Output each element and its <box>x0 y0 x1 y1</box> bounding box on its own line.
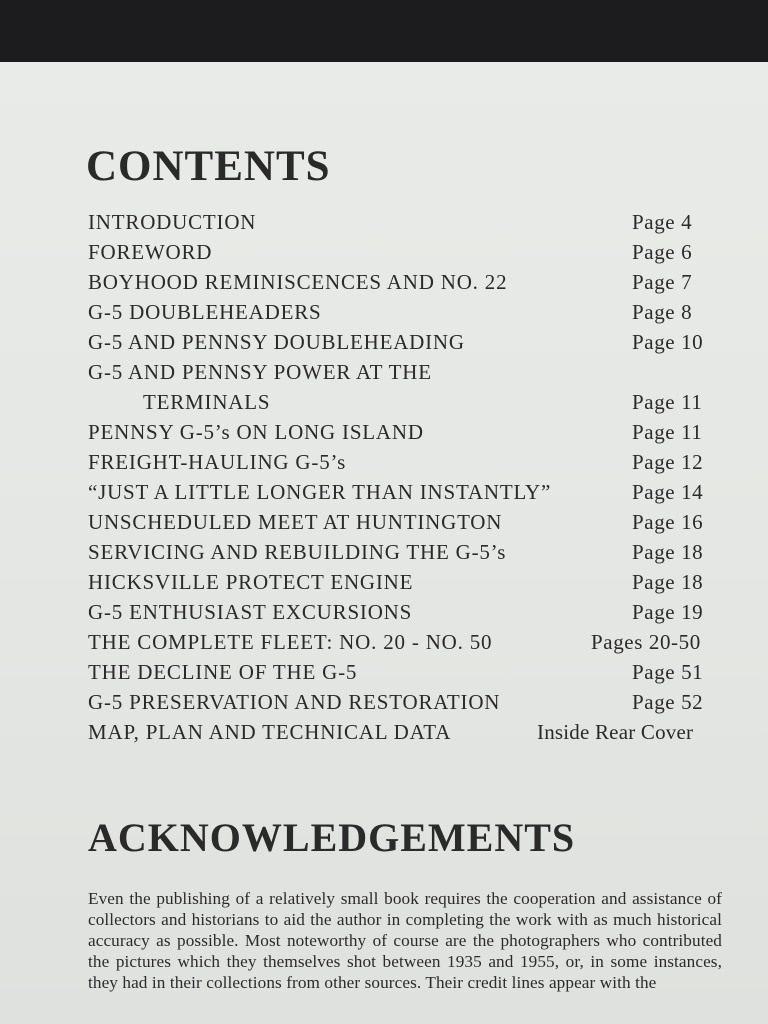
acknowledgements-paragraph: Even the publishing of a relatively small book requires the cooperation and assistance of collectors and historians to aid the author in completing the work with as much historical accuracy as possible. Most noteworthy of course are the photographers who contributed the pictures which they themselves shot between 1935 and 1955, or, in some instances, they had in their collections from other sources. Their credit lines appear with the <box>88 889 722 992</box>
toc-entry-title: G-5 PRESERVATION AND RESTORATION <box>88 690 501 714</box>
toc-entry-title: FREIGHT-HAULING G-5’s <box>88 450 347 474</box>
toc-entry-preservation <box>88 687 728 717</box>
toc-entry-page: Page 4 <box>632 210 693 234</box>
toc-entry-title: HICKSVILLE PROTECT ENGINE <box>88 570 414 594</box>
toc-entry-pennsy-power <box>88 357 728 387</box>
toc-entry-huntington <box>88 507 728 537</box>
toc-entry-title: THE DECLINE OF THE G-5 <box>88 660 358 684</box>
toc-entry-page: Page 18 <box>632 540 704 564</box>
toc-entry-page: Page 6 <box>632 240 693 264</box>
toc-entry-title: BOYHOOD REMINISCENCES AND NO. 22 <box>88 270 508 294</box>
toc-entry-boyhood <box>88 267 728 297</box>
toc-entry-page: Inside Rear Cover <box>537 720 694 744</box>
toc-entry-page: Page 7 <box>632 270 693 294</box>
toc-entry-page: Page 16 <box>632 510 704 534</box>
toc-entry-title: SERVICING AND REBUILDING THE G-5’s <box>88 540 507 564</box>
toc-entry-page: Page 19 <box>632 600 704 624</box>
toc-entry-title: G-5 AND PENNSY DOUBLEHEADING <box>88 330 465 354</box>
toc-entry-page: Page 11 <box>632 390 703 414</box>
toc-entry-title: THE COMPLETE FLEET: NO. 20 - NO. 50 <box>88 630 493 654</box>
toc-entry-terminals <box>88 387 728 417</box>
toc-entry-title: UNSCHEDULED MEET AT HUNTINGTON <box>88 510 503 534</box>
toc-entry-page: Page 51 <box>632 660 704 684</box>
toc-entry-page: Page 8 <box>632 300 693 324</box>
acknowledgements-heading: ACKNOWLEDGEMENTS <box>88 815 576 860</box>
toc-entry-title: FOREWORD <box>88 240 213 264</box>
toc-entry-page: Pages 20-50 <box>591 630 701 654</box>
toc-entry-excursions <box>88 597 728 627</box>
toc-entry-long-island <box>88 417 728 447</box>
toc-entry-title: MAP, PLAN AND TECHNICAL DATA <box>88 720 452 744</box>
book-page <box>0 62 768 1024</box>
toc-entry-title: G-5 ENTHUSIAST EXCURSIONS <box>88 600 413 624</box>
toc-entry-doubleheaders <box>88 297 728 327</box>
toc-entry-title: G-5 AND PENNSY POWER AT THE <box>88 360 432 384</box>
toc-entry-foreword <box>88 237 728 267</box>
toc-entry-hicksville <box>88 567 728 597</box>
toc-entry-freight-hauling <box>88 447 728 477</box>
toc-entry-title: TERMINALS <box>143 390 271 414</box>
toc-entry-instantly <box>88 477 728 507</box>
toc-entry-title: “JUST A LITTLE LONGER THAN INSTANTLY” <box>88 480 552 504</box>
toc-entry-page: Page 10 <box>632 330 704 354</box>
table-of-contents <box>88 207 728 747</box>
toc-entry-page: Page 14 <box>632 480 704 504</box>
toc-entry-page: Page 12 <box>632 450 704 474</box>
toc-entry-title: PENNSY G-5’s ON LONG ISLAND <box>88 420 424 444</box>
toc-entry-introduction <box>88 207 728 237</box>
toc-entry-complete-fleet <box>88 627 728 657</box>
toc-entry-title: INTRODUCTION <box>88 210 257 234</box>
acknowledgements-body <box>88 888 722 993</box>
toc-entry-page: Page 18 <box>632 570 704 594</box>
toc-entry-map-plan <box>88 717 728 747</box>
contents-heading: CONTENTS <box>86 143 331 190</box>
toc-entry-title: G-5 DOUBLEHEADERS <box>88 300 322 324</box>
toc-entry-pennsy-doubleheading <box>88 327 728 357</box>
toc-entry-page: Page 11 <box>632 420 703 444</box>
toc-entry-servicing <box>88 537 728 567</box>
toc-entry-decline <box>88 657 728 687</box>
toc-entry-page: Page 52 <box>632 690 704 714</box>
